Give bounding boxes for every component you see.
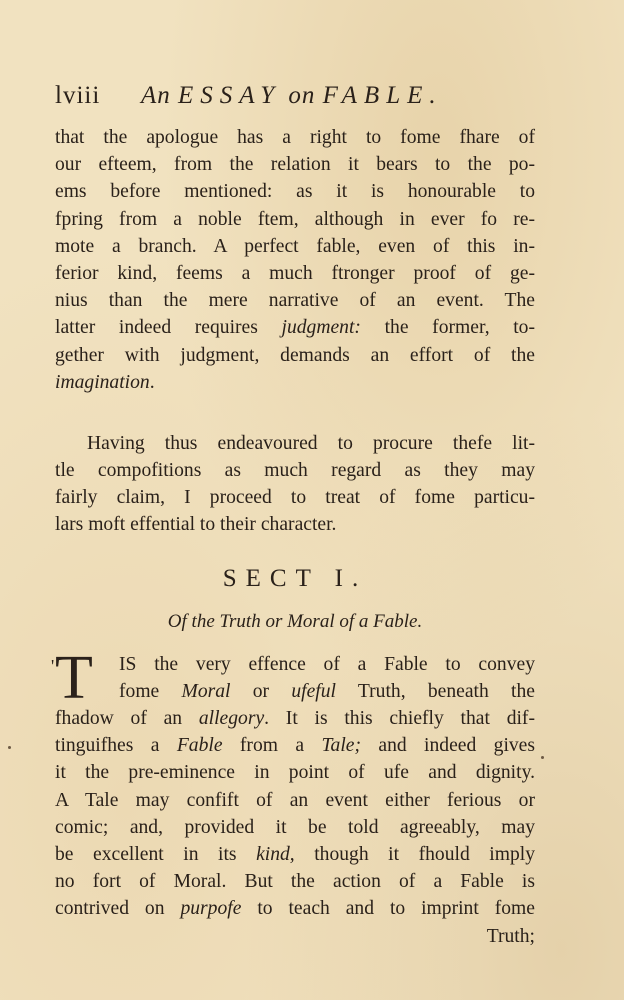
text-segment: tle compofitions as much regard as they may (55, 460, 535, 482)
paragraph-3 (51, 643, 536, 950)
italic-word: Fable (176, 735, 223, 757)
section-subtitle: Of the Truth or Moral of a Fable. (167, 610, 423, 632)
text-segment: . (149, 371, 155, 393)
dropcap-quote: ' (51, 655, 55, 676)
running-title-on: on (281, 82, 323, 109)
text-segment: the former, to- (360, 317, 535, 339)
text-line (55, 430, 535, 457)
section-heading: SECT I. (222, 564, 368, 592)
text-line (55, 260, 535, 287)
running-title-period: . (429, 82, 437, 109)
text-segment: to teach and to imprint fome (241, 898, 535, 920)
text-segment: contrived on (55, 898, 181, 920)
text-segment: ems before mentioned: as it is honourable to (55, 181, 535, 203)
italic-word: ufeful (291, 680, 336, 702)
text-segment: and indeed gives (361, 735, 536, 757)
italic-word: imagination (55, 371, 150, 393)
running-title-fable: FABLE (322, 82, 430, 109)
text-segment: IS the very effence of a Fable to convey (119, 653, 535, 675)
italic-word: allegory (198, 708, 265, 729)
text-line (55, 151, 535, 178)
italic-word: Moral (181, 680, 231, 702)
text-segment: it the pre-eminence in point of ufe and dignity. (55, 762, 535, 784)
text-segment: be excellent in its (55, 843, 257, 865)
text-line (55, 206, 535, 233)
text-line (55, 342, 535, 369)
text-line (55, 457, 535, 484)
page-number: lviii (55, 82, 101, 109)
text-segment: Having thus endeavoured to procure thefe lit- (87, 432, 535, 454)
paragraph-1 (55, 124, 535, 396)
text-segment: fairly claim, I proceed to treat of fome particu- (55, 487, 535, 509)
text-line (55, 868, 535, 895)
text-line (55, 287, 535, 314)
text-line (55, 705, 535, 732)
text-segment: fhadow of an (55, 708, 199, 729)
paper-speck (541, 756, 544, 759)
text-segment: fome (119, 680, 182, 702)
text-line (55, 814, 535, 841)
running-title-essay: ESSAY (178, 82, 282, 109)
paper-speck (8, 746, 11, 749)
running-title (141, 82, 437, 110)
book-page (51, 78, 536, 950)
text-line (55, 678, 535, 705)
text-segment: latter indeed requires (55, 317, 282, 339)
text-segment: tinguifhes a (55, 735, 177, 757)
text-line (55, 787, 535, 814)
text-line (55, 511, 535, 538)
text-segment: fpring from a noble ftem, although in ever fo re- (55, 208, 535, 230)
text-segment: from a (222, 735, 322, 757)
running-title-an: An (141, 82, 179, 109)
italic-word: kind, (256, 843, 295, 865)
text-line (55, 651, 535, 678)
italic-word: purpofe (180, 898, 242, 920)
text-line (55, 759, 535, 786)
paragraph-2 (55, 430, 535, 539)
text-line (55, 233, 535, 260)
text-line (55, 178, 535, 205)
text-segment: though it fhould imply (294, 843, 535, 865)
page-header (55, 78, 535, 118)
text-segment: . It is this chiefly that dif- (264, 708, 535, 729)
text-segment: Truth, beneath the (335, 680, 535, 702)
text-segment: A Tale may confift of an event either ferious or (55, 789, 535, 811)
text-segment: gether with judgment, demands an effort of the (55, 344, 535, 366)
text-line (55, 895, 535, 922)
text-segment: that the apologue has a right to fome fhare of (55, 127, 535, 148)
text-segment: ferior kind, feems a much ftronger proof of ge- (55, 262, 535, 284)
italic-word: Tale; (321, 735, 361, 757)
text-segment: lars moft effential to their character. (55, 514, 337, 536)
text-segment: nius than the mere narrative of an event. The (55, 290, 535, 312)
text-segment: no fort of Moral. But the action of a Fable is (55, 871, 535, 893)
text-line (55, 732, 535, 759)
catchword: Truth; (486, 925, 535, 947)
text-segment: or (230, 680, 292, 702)
text-line (55, 314, 535, 341)
text-line (55, 484, 535, 511)
text-segment: comic; and, provided it be told agreeably, may (55, 816, 535, 838)
text-line (55, 369, 535, 396)
drop-cap-letter: T (55, 643, 93, 712)
text-segment: our efteem, from the relation it bears to the po- (55, 154, 535, 176)
text-line (55, 124, 535, 151)
text-segment: mote a branch. A perfect fable, even of this in- (55, 235, 535, 257)
italic-word: judgment: (281, 317, 361, 339)
text-line (55, 841, 535, 868)
